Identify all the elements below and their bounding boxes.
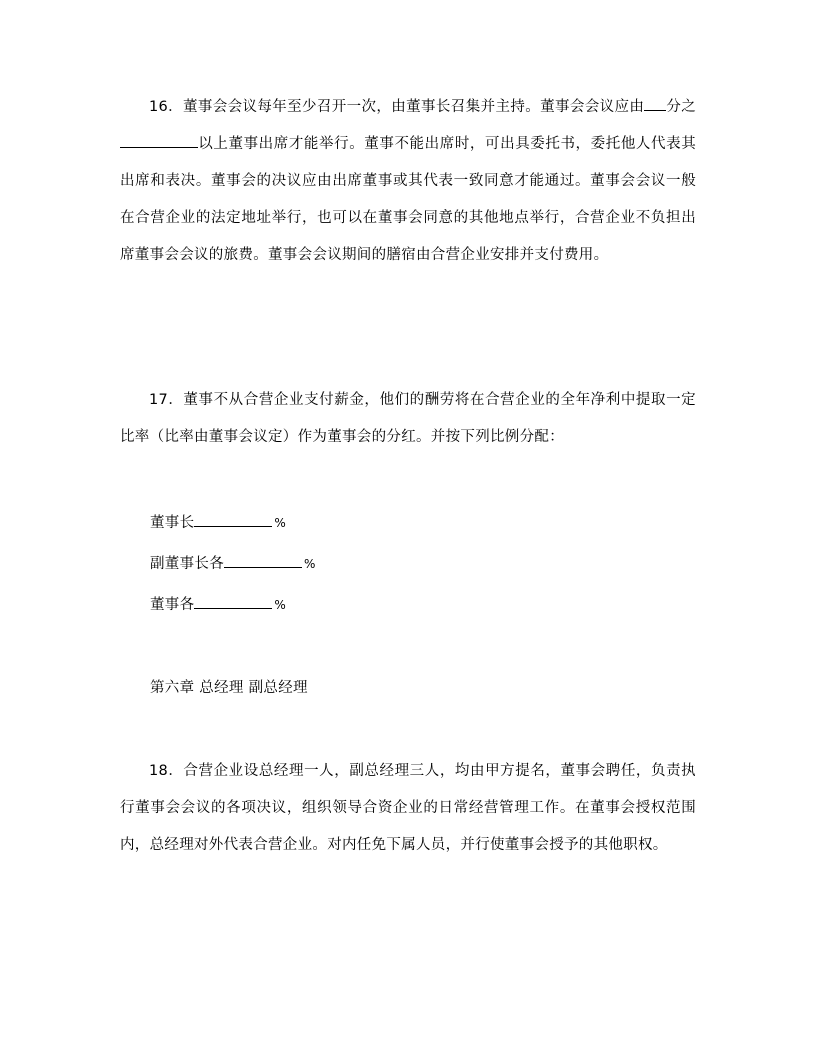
article-18 (120, 753, 696, 864)
article-16 (120, 89, 696, 274)
blank-vice-chairman-percent[interactable] (224, 553, 302, 568)
distribution-label: 董事各 (150, 597, 195, 613)
blank-fraction-denominator[interactable] (644, 96, 666, 111)
article-17 (120, 382, 696, 456)
chapter-6-heading: 第六章 总经理 副总经理 (150, 680, 308, 696)
article-17-text: 17．董事不从合营企业支付薪金，他们的酬劳将在合营企业的全年净利中提取一定比率（比率由董事会议定）作为董事会的分红。并按下列比例分配： (120, 392, 696, 445)
blank-director-percent[interactable] (194, 594, 272, 609)
article-16-text-c: 以上董事出席才能举行。董事不能出席时，可出具委托书，委托他人代表其出席和表决。董事会的决议应由出席董事或其代表一致同意才能通过。董事会会议一般在合营企业的法定地址举行，也可以在董事会同意的其他地点举行，合营企业不负担出席董事会会议的旅费。董事会会议期间的膳宿由合营企业安排并支付费用。 (120, 136, 696, 263)
article-18-text: 18．合营企业设总经理一人，副总经理三人，均由甲方提名，董事会聘任，负责执行董事会会议的各项决议，组织领导合资企业的日常经营管理工作。在董事会授权范围内，总经理对外代表合营企业。对内任免下属人员，并行使董事会授予的其他职权。 (120, 763, 696, 853)
article-16-text-b: 分之 (666, 99, 696, 115)
percent-sign: % (274, 516, 287, 530)
article-16-text-a: 16．董事会会议每年至少召开一次，由董事长召集并主持。董事会会议应由 (149, 99, 645, 115)
distribution-label: 副董事长各 (150, 556, 224, 572)
percent-sign: % (304, 557, 316, 571)
distribution-line-vice-chairman (150, 553, 316, 574)
distribution-label: 董事长 (150, 515, 195, 531)
distribution-line-director (150, 594, 286, 615)
blank-chairman-percent[interactable] (194, 512, 272, 527)
distribution-line-chairman (150, 512, 286, 533)
percent-sign: % (274, 598, 287, 612)
blank-fraction-numerator[interactable] (120, 133, 198, 148)
